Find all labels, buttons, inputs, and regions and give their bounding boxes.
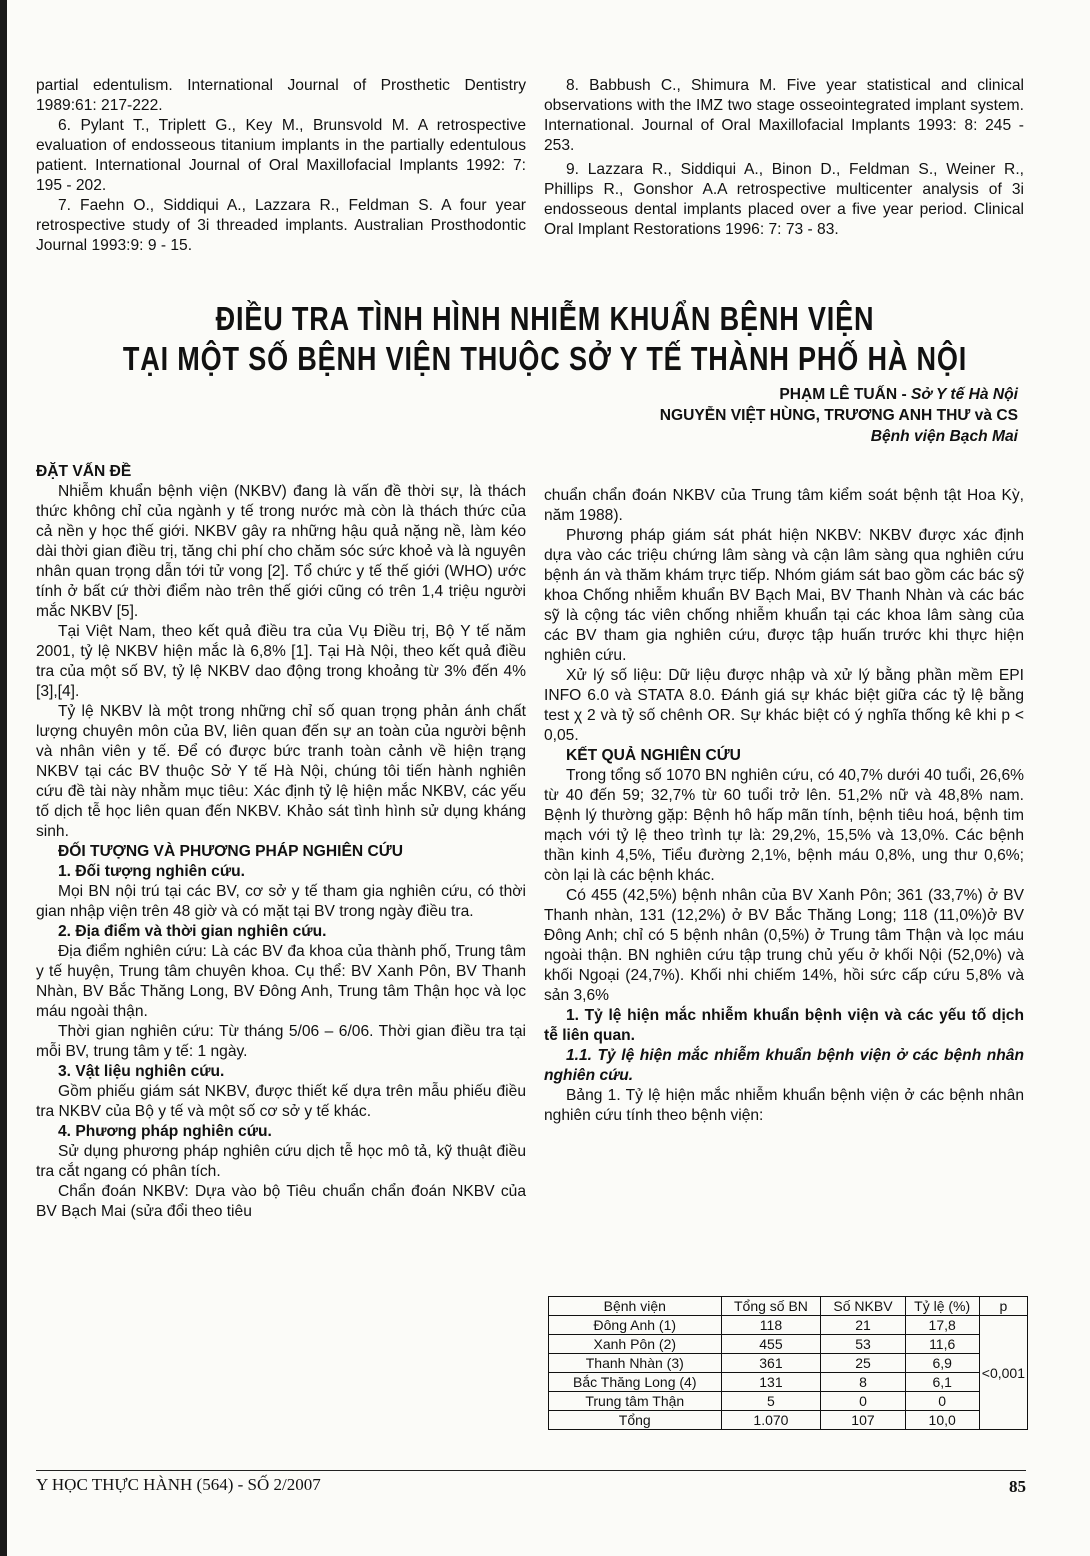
table-row	[549, 1411, 1028, 1430]
table-cell: 361	[721, 1354, 821, 1373]
table-row	[549, 1316, 1028, 1335]
table-cell: 8	[821, 1373, 905, 1392]
subsection-heading: 3. Vật liệu nghiên cứu.	[58, 1063, 225, 1080]
table-cell: 0	[905, 1392, 979, 1411]
table-cell: 455	[721, 1335, 821, 1354]
author-line-1	[560, 384, 1018, 405]
page-footer	[36, 1470, 1026, 1495]
scan-edge	[0, 0, 7, 1556]
p-value-cell: <0,001	[979, 1316, 1027, 1430]
paragraph: Tại Việt Nam, theo kết quả điều tra của Vụ Điều trị, Bộ Y tế năm 2001, tỷ lệ NKBV hiện mắc là 6,8% [1]. Tại Hà Nội, theo kết quả điều tra của một số BV, tỷ lệ NKBV dao động trong khoảng từ 3% đến 4% [3],[4].	[36, 623, 526, 700]
paragraph: Địa điểm nghiên cứu: Là các BV đa khoa của thành phố, Trung tâm y tế huyện, Trung tâm chuyên khoa. Cụ thể: BV Xanh Pôn, BV Thanh Nhàn, BV Bắc Thăng Long, BV Đông Anh, Trung tâm Thận học và lọc máu ngoài thận.	[36, 943, 526, 1020]
body-right-column	[544, 486, 1024, 1126]
paragraph: Gồm phiếu giám sát NKBV, được thiết kế dựa trên mẫu phiếu điều tra NKBV của Bộ y tế và một số cơ sở y tế khác.	[36, 1083, 526, 1120]
table-caption: Bảng 1. Tỷ lệ hiện mắc nhiễm khuẩn bệnh viện ở các bệnh nhân nghiên cứu tính theo bệnh viện:	[544, 1087, 1024, 1124]
table-row	[549, 1335, 1028, 1354]
table-header-cell: Tỷ lệ (%)	[905, 1297, 979, 1316]
author-block	[560, 384, 1018, 447]
subsection-heading: 1. Tỷ lệ hiện mắc nhiễm khuẩn bệnh viện và các yếu tố dịch tễ liên quan.	[544, 1007, 1024, 1044]
section-heading: ĐẶT VẤN ĐỀ	[36, 463, 132, 480]
table-cell: 1.070	[721, 1411, 821, 1430]
reference-item: 6. Pylant T., Triplett G., Key M., Brunsvold M. A retrospective evaluation of endosseous titanium implants in the partially edentulous patient. International Journal of Oral Maxillofacial Implants 1992: 7: 195 - 202.	[36, 117, 526, 194]
reference-item: 7. Faehn O., Siddiqui A., Lazzara R., Feldman S. A four year retrospective study of 3i threaded implants. Australian Prosthodontic Journal 1993:9: 9 - 15.	[36, 197, 526, 254]
table-cell: 53	[821, 1335, 905, 1354]
subsection-heading: 1. Đối tượng nghiên cứu.	[58, 863, 246, 880]
paragraph: Thời gian nghiên cứu: Từ tháng 5/06 – 6/06. Thời gian điều tra tại mỗi BV, trung tâm y tế: 1 ngày.	[36, 1023, 526, 1060]
table-header-cell: Bệnh viện	[549, 1297, 722, 1316]
references-right	[544, 76, 1024, 240]
reference-item: 8. Babbush C., Shimura M. Five year statistical and clinical observations with the IMZ two stage osseointegrated implant system. International. Journal of Oral Maxillofacial Implants 1993: 8: 245 - 253.	[544, 77, 1024, 154]
article-title-line-1: ĐIỀU TRA TÌNH HÌNH NHIỄM KHUẨN BỆNH VIỆN	[215, 300, 875, 337]
section-heading: ĐỐI TƯỢNG VÀ PHƯƠNG PHÁP NGHIÊN CỨU	[58, 843, 403, 860]
paragraph: Phương pháp giám sát phát hiện NKBV: NKBV được xác định dựa vào các triệu chứng lâm sàng và cận lâm sàng qua nghiên cứu bệnh án và thăm khám trực tiếp. Nhóm giám sát bao gồm các bác sỹ khoa Chống nhiễm khuẩn BV Bạch Mai, BV Thanh Nhàn và các bác sỹ là cộng tác viên chống nhiễm khuẩn tại các khoa lâm sàng của các BV tham gia nghiên cứu, được tập huấn trước khi thực hiện nghiên cứu.	[544, 527, 1024, 664]
table-header-cell: p	[979, 1297, 1027, 1316]
table-row	[549, 1392, 1028, 1411]
reference-item: partial edentulism. International Journal of Prosthetic Dentistry 1989:61: 217-222.	[36, 77, 526, 114]
table-cell: 6,9	[905, 1354, 979, 1373]
references-left	[36, 76, 526, 256]
table-cell: Đông Anh (1)	[549, 1316, 722, 1335]
table-cell: 6,1	[905, 1373, 979, 1392]
paragraph: Mọi BN nội trú tại các BV, cơ sở y tế tham gia nghiên cứu, có thời gian nhập viện trên 48 giờ và có mặt tại BV trong ngày điều tra.	[36, 883, 526, 920]
subsection-heading: 1.1. Tỷ lệ hiện mắc nhiễm khuẩn bệnh viện ở các bệnh nhân nghiên cứu.	[544, 1047, 1024, 1084]
table-cell: 131	[721, 1373, 821, 1392]
paragraph: Chẩn đoán NKBV: Dựa vào bộ Tiêu chuẩn chẩn đoán NKBV của BV Bạch Mai (sửa đổi theo tiêu	[36, 1183, 526, 1220]
paragraph: Có 455 (42,5%) bệnh nhân của BV Xanh Pôn; 361 (33,7%) ở BV Thanh nhàn, 131 (12,2%) ở BV Bắc Thăng Long; 118 (11,0%)ở BV Đông Anh; chỉ có 5 bệnh nhân (0,5%) ở Trung tâm Thận và lọc máu ngoài thận. BN nghiên cứu tập trung chủ yếu ở khối Nội (52,0%) và khối Ngoại (24,7%). Khối nhi chiếm 14%, hồi sức cấp cứu 5,8% và sản 3,6%	[544, 887, 1024, 1004]
table-header-cell: Số NKBV	[821, 1297, 905, 1316]
table-header-cell: Tổng số BN	[721, 1297, 821, 1316]
table-cell: Thanh Nhàn (3)	[549, 1354, 722, 1373]
article-title-line-2: TẠI MỘT SỐ BỆNH VIỆN THUỘC SỞ Y TẾ THÀNH PHỐ HÀ NỘI	[122, 340, 968, 377]
table-cell: 25	[821, 1354, 905, 1373]
author-line-2: NGUYỄN VIỆT HÙNG, TRƯƠNG ANH THƯ và CS	[659, 407, 1018, 424]
table-cell: 10,0	[905, 1411, 979, 1430]
subsection-heading: 4. Phương pháp nghiên cứu.	[58, 1123, 272, 1140]
table-cell: 0	[821, 1392, 905, 1411]
page-number: 85	[1009, 1477, 1026, 1496]
table-cell: 11,6	[905, 1335, 979, 1354]
author-affiliation-2: Bệnh viện Bạch Mai	[870, 428, 1018, 445]
body-left-column	[36, 462, 526, 1222]
table-1	[548, 1296, 1028, 1430]
section-heading: KẾT QUẢ NGHIÊN CỨU	[566, 747, 741, 764]
journal-name: Y HỌC THỰC HÀNH (564) - SỐ 2/2007	[36, 1475, 321, 1494]
table-cell: Bắc Thăng Long (4)	[549, 1373, 722, 1392]
table-header-row	[549, 1297, 1028, 1316]
table-cell: Tổng	[549, 1411, 722, 1430]
table-cell: 17,8	[905, 1316, 979, 1335]
data-table	[548, 1296, 1028, 1430]
table-cell: 5	[721, 1392, 821, 1411]
paragraph: Sử dụng phương pháp nghiên cứu dịch tễ học mô tả, kỹ thuật điều tra cắt ngang có phân tích.	[36, 1143, 526, 1180]
table-cell: 118	[721, 1316, 821, 1335]
table-row	[549, 1373, 1028, 1392]
author-affiliation: Sở Y tế Hà Nội	[911, 386, 1018, 403]
paragraph: Xử lý số liệu: Dữ liệu được nhập và xử lý bằng phần mềm EPI INFO 6.0 và STATA 8.0. Đánh giá sự khác biệt giữa các tỷ lệ bằng test χ 2 và tỷ số chênh OR. Sự khác biệt có ý nghĩa thống kê khi p < 0,05.	[544, 667, 1024, 744]
table-row	[549, 1354, 1028, 1373]
paragraph: Tỷ lệ NKBV là một trong những chỉ số quan trọng phản ánh chất lượng chuyên môn của BV, liên quan đến sự an toàn của người bệnh và nhân viên y tế. Để có được bức tranh toàn cảnh về hiện trạng NKBV tại các BV thuộc Sở Y tế Hà Nội, chúng tôi tiến hành nghiên cứu đề tài này nhằm mục tiêu: Xác định tỷ lệ hiện mắc NKBV, các yếu tố dịch tễ học liên quan đến NKBV. Khảo sát tình hình sử dụng kháng sinh.	[36, 703, 526, 840]
author-name: PHẠM LÊ TUẤN -	[779, 386, 912, 403]
table-cell: Xanh Pôn (2)	[549, 1335, 722, 1354]
paragraph: Trong tổng số 1070 BN nghiên cứu, có 40,7% dưới 40 tuổi, 26,6% từ 40 đến 59; 32,7% từ 60 tuổi trở lên. 51,2% nữ và 48,8% nam. Bệnh lý thường gặp: Bệnh hô hấp mãn tính, bệnh tiêu hoá, bệnh tim mạch với tỷ lệ theo trình tự là: 29,2%, 15,5% và 13,0%. Các bệnh thần kinh 4,5%, Tiểu đường 2,1%, bệnh máu 0,8%, ung thư 0,6%; còn lại là các bệnh khác.	[544, 767, 1024, 884]
paragraph: Nhiễm khuẩn bệnh viện (NKBV) đang là vấn đề thời sự, là thách thức không chỉ của ngành y tế trong nước mà còn là thách thức của cả nền y học thế giới. NKBV gây ra những hậu quả nặng nề, làm kéo dài thời gian điều trị, tăng chi phí cho chăm sóc sức khoẻ và là nguyên nhân quan trọng dẫn tới tử vong [2]. Tổ chức y tế thế giới (WHO) ước tính ở bất cứ thời điểm nào trên thế giới cũng có trên 1,4 triệu người mắc NKBV [5].	[36, 483, 526, 620]
table-cell: 107	[821, 1411, 905, 1430]
table-cell: Trung tâm Thận	[549, 1392, 722, 1411]
reference-item: 9. Lazzara R., Siddiqui A., Binon D., Feldman S., Weiner R., Phillips R., Gonshor A.A retrospective multicenter analysis of 3i endosseous dental implants placed over a five year period. Clinical Oral Implant Restorations 1996: 7: 73 - 83.	[544, 161, 1024, 238]
table-cell: 21	[821, 1316, 905, 1335]
subsection-heading: 2. Địa điểm và thời gian nghiên cứu.	[58, 923, 327, 940]
paragraph: chuẩn chẩn đoán NKBV của Trung tâm kiểm soát bệnh tật Hoa Kỳ, năm 1988).	[544, 487, 1024, 524]
